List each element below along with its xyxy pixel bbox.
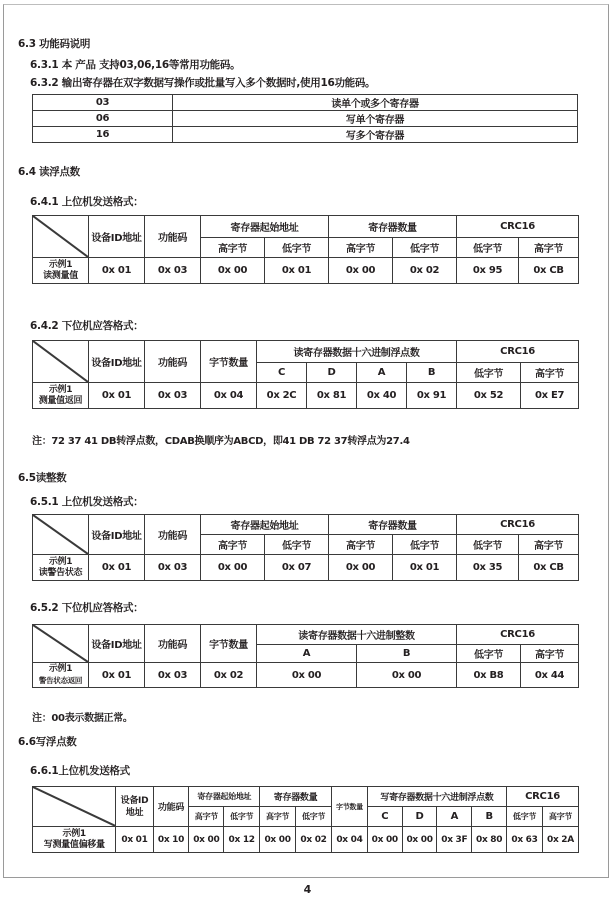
cell-value: 0x 04 [201, 383, 257, 409]
header-low-byte: 低字节 [224, 807, 260, 827]
header-register-data: 写寄存器数据十六进制浮点数 [367, 787, 506, 807]
table-row [33, 111, 578, 127]
section-6-6-1-title: 6.6.1上位机发送格式 [30, 765, 130, 777]
row-label-line1: 示例1 [48, 259, 73, 270]
header-high-byte: 高字节 [201, 535, 265, 555]
function-description: 读单个或多个寄存器 [173, 95, 578, 111]
row-label [33, 827, 116, 853]
table-row [33, 383, 579, 409]
cell-value: 0x 3F [437, 827, 472, 853]
cell-value: 0x 00 [329, 258, 393, 284]
header-function-code: 功能码 [145, 216, 201, 258]
row-label [33, 663, 89, 688]
header-function-code: 功能码 [153, 787, 189, 827]
function-code: 16 [33, 127, 173, 143]
header-high-byte: 高字节 [201, 238, 265, 258]
table-row [33, 95, 578, 111]
header-byte-count: 字节数量 [331, 787, 367, 827]
header-byte-c: C [367, 807, 402, 827]
cell-value: 0x 10 [153, 827, 189, 853]
header-byte-d: D [402, 807, 437, 827]
table-header-row [33, 625, 579, 645]
header-crc16: CRC16 [457, 341, 579, 363]
header-byte-d: D [307, 363, 357, 383]
header-low-byte: 低字节 [265, 238, 329, 258]
cell-value: 0x 04 [331, 827, 367, 853]
cell-value: 0x CB [519, 258, 579, 284]
section-6-4-2-title: 6.4.2 下位机应答格式： [30, 320, 144, 332]
read-float-response-table [32, 340, 579, 409]
read-integer-request-table [32, 514, 579, 581]
header-byte-b: B [407, 363, 457, 383]
header-start-address: 寄存器起始地址 [201, 216, 329, 238]
cell-value: 0x 00 [189, 827, 224, 853]
header-start-address: 寄存器起始地址 [189, 787, 260, 807]
function-code-table [32, 94, 578, 143]
cell-value: 0x B8 [457, 663, 521, 688]
header-high-byte: 高字节 [521, 363, 579, 383]
table-row [33, 127, 578, 143]
header-low-byte: 低字节 [393, 535, 457, 555]
corner-diagonal-cell [33, 787, 116, 827]
cell-value: 0x 01 [89, 663, 145, 688]
header-low-byte: 低字节 [507, 807, 543, 827]
table-header-row [33, 341, 579, 363]
row-label-line2: 读警告状态 [38, 567, 83, 578]
row-label-line2: 测量值返回 [38, 395, 83, 406]
header-high-byte: 高字节 [519, 535, 579, 555]
header-high-byte: 高字节 [542, 807, 578, 827]
section-6-3-title: 6.3 功能码说明 [18, 38, 91, 50]
header-byte-a: A [437, 807, 472, 827]
cell-value: 0x 00 [402, 827, 437, 853]
section-6-5-title: 6.5读整数 [18, 472, 67, 484]
cell-value: 0x 91 [407, 383, 457, 409]
row-label-line2: 读测量值 [43, 270, 78, 281]
cell-value: 0x 63 [507, 827, 543, 853]
cell-value: 0x 00 [357, 663, 457, 688]
header-low-byte: 低字节 [457, 238, 519, 258]
function-description: 写单个寄存器 [173, 111, 578, 127]
cell-value: 0x 12 [224, 827, 260, 853]
header-high-byte: 高字节 [189, 807, 224, 827]
table-header-row [33, 787, 579, 807]
section-6-5-note: 注：00表示数据正常。 [32, 713, 133, 724]
header-high-byte: 高字节 [519, 238, 579, 258]
cell-value: 0x 01 [265, 258, 329, 284]
header-low-byte: 低字节 [457, 645, 521, 663]
cell-value: 0x 03 [145, 555, 201, 581]
cell-value: 0x 01 [89, 383, 145, 409]
cell-value: 0x 02 [296, 827, 332, 853]
cell-value: 0x CB [519, 555, 579, 581]
header-device-id: 设备ID地址 [89, 216, 145, 258]
row-label-line1: 示例1 [62, 828, 86, 839]
section-6-5-2-title: 6.5.2 下位机应答格式： [30, 602, 144, 614]
cell-value: 0x 81 [307, 383, 357, 409]
function-description: 写多个寄存器 [173, 127, 578, 143]
cell-value: 0x 01 [393, 555, 457, 581]
row-label-line2: 警告状态返回 [38, 675, 83, 685]
cell-value: 0x 40 [357, 383, 407, 409]
read-integer-response-table [32, 624, 579, 688]
cell-value: 0x 00 [201, 555, 265, 581]
cell-value: 0x 80 [472, 827, 507, 853]
cell-value: 0x 00 [367, 827, 402, 853]
header-byte-count: 字节数量 [201, 625, 257, 663]
cell-value: 0x E7 [521, 383, 579, 409]
table-row [33, 258, 579, 284]
section-6-4-note: 注：72 37 41 DB转浮点数，CDAB换顺序为ABCD，即41 DB 72 37转浮点为27.4 [32, 436, 410, 447]
cell-value: 0x 95 [457, 258, 519, 284]
row-label [33, 555, 89, 581]
function-code: 03 [33, 95, 173, 111]
cell-value: 0x 00 [257, 663, 357, 688]
table-header-row [33, 515, 579, 535]
header-byte-c: C [257, 363, 307, 383]
cell-value: 0x 07 [265, 555, 329, 581]
row-label-line1: 示例1 [48, 663, 73, 674]
write-float-request-table [32, 786, 579, 853]
header-low-byte: 低字节 [457, 535, 519, 555]
header-device-id: 设备ID地址 [89, 341, 145, 383]
corner-diagonal-cell [33, 341, 89, 383]
corner-diagonal-cell [33, 216, 89, 258]
table-row [33, 555, 579, 581]
header-low-byte: 低字节 [457, 363, 521, 383]
header-high-byte: 高字节 [260, 807, 296, 827]
header-device-id-line1: 设备ID [120, 795, 149, 806]
header-byte-b: B [472, 807, 507, 827]
cell-value: 0x 01 [89, 555, 145, 581]
cell-value: 0x 02 [393, 258, 457, 284]
header-crc16: CRC16 [457, 515, 579, 535]
header-register-data: 读寄存器数据十六进制浮点数 [257, 341, 457, 363]
cell-value: 0x 2C [257, 383, 307, 409]
cell-value: 0x 35 [457, 555, 519, 581]
row-label-line1: 示例1 [48, 556, 73, 567]
cell-value: 0x 01 [116, 827, 153, 853]
corner-diagonal-cell [33, 515, 89, 555]
header-high-byte: 高字节 [329, 238, 393, 258]
corner-diagonal-cell [33, 625, 89, 663]
cell-value: 0x 00 [201, 258, 265, 284]
cell-value: 0x 52 [457, 383, 521, 409]
cell-value: 0x 2A [542, 827, 578, 853]
cell-value: 0x 03 [145, 663, 201, 688]
section-6-4-1-title: 6.4.1 上位机发送格式： [30, 196, 144, 208]
section-6-6-title: 6.6写浮点数 [18, 736, 77, 748]
header-device-id: 设备ID地址 [89, 515, 145, 555]
header-register-count: 寄存器数量 [260, 787, 332, 807]
row-label [33, 258, 89, 284]
table-header-row [33, 216, 579, 238]
header-start-address: 寄存器起始地址 [201, 515, 329, 535]
header-low-byte: 低字节 [296, 807, 332, 827]
section-6-3-1-text: 6.3.1 本 产品 支持03,06,16等常用功能码。 [30, 59, 241, 71]
function-code: 06 [33, 111, 173, 127]
header-function-code: 功能码 [145, 625, 201, 663]
page-number: 4 [303, 883, 312, 896]
table-row [33, 663, 579, 688]
cell-value: 0x 02 [201, 663, 257, 688]
cell-value: 0x 00 [329, 555, 393, 581]
row-label [33, 383, 89, 409]
cell-value: 0x 44 [521, 663, 579, 688]
header-byte-b: B [357, 645, 457, 663]
cell-value: 0x 01 [89, 258, 145, 284]
header-function-code: 功能码 [145, 515, 201, 555]
header-high-byte: 高字节 [521, 645, 579, 663]
header-register-count: 寄存器数量 [329, 515, 457, 535]
header-low-byte: 低字节 [265, 535, 329, 555]
header-crc16: CRC16 [457, 625, 579, 645]
section-6-3-2-text: 6.3.2 输出寄存器在双字数据写操作或批量写入多个数据时,使用16功能码。 [30, 77, 376, 89]
read-float-request-table [32, 215, 579, 284]
section-6-4-title: 6.4 读浮点数 [18, 166, 80, 178]
row-label-line2: 写测量值偏移量 [43, 839, 105, 850]
header-byte-a: A [257, 645, 357, 663]
cell-value: 0x 03 [145, 258, 201, 284]
cell-value: 0x 03 [145, 383, 201, 409]
section-6-5-1-title: 6.5.1 上位机发送格式： [30, 496, 144, 508]
header-byte-a: A [357, 363, 407, 383]
header-register-data: 读寄存器数据十六进制整数 [257, 625, 457, 645]
header-crc16: CRC16 [507, 787, 579, 807]
header-device-id: 设备ID地址 [89, 625, 145, 663]
row-label-line1: 示例1 [48, 384, 73, 395]
header-low-byte: 低字节 [393, 238, 457, 258]
table-row [33, 827, 579, 853]
header-device-id [116, 787, 153, 827]
cell-value: 0x 00 [260, 827, 296, 853]
header-function-code: 功能码 [145, 341, 201, 383]
header-device-id-line2: 地址 [125, 807, 144, 818]
header-register-count: 寄存器数量 [329, 216, 457, 238]
header-high-byte: 高字节 [329, 535, 393, 555]
header-crc16: CRC16 [457, 216, 579, 238]
header-byte-count: 字节数量 [201, 341, 257, 383]
